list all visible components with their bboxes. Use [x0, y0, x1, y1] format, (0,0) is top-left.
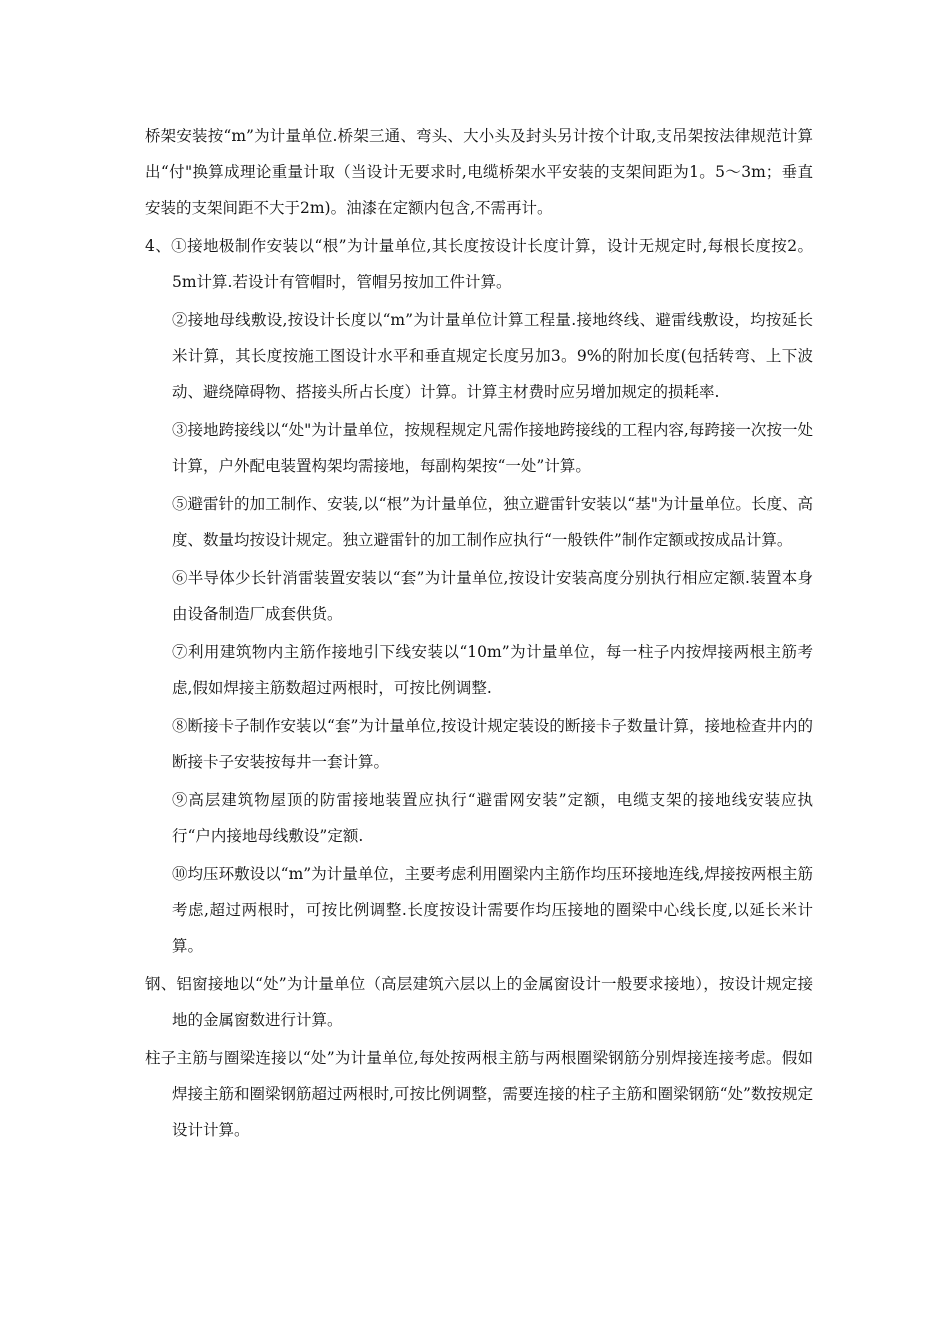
- paragraph-lightning-rod: ⑤避雷针的加工制作、安装,以“根”为计量单位，独立避雷针安装以“基"为计量单位。长度、高度、数量均按设计规定。独立避雷针的加工制作应执行“一般铁件”制作定额或按成品计算。: [172, 495, 813, 549]
- paragraph-window-grounding: 钢、铝窗接地以“处”为计量单位（高层建筑六层以上的金属窗设计一般要求接地），按设计规定接地的金属窗数进行计算。: [145, 975, 813, 1029]
- paragraph-roof-lightning-protection: ⑨高层建筑物屋顶的防雷接地装置应执行“避雷网安装”定额，电缆支架的接地线安装应执行“户内接地母线敷设”定额.: [172, 791, 813, 845]
- paragraph-semiconductor-device: ⑥半导体少长针消雷装置安装以“套”为计量单位,按设计安装高度分别执行相应定额.装置本身由设备制造厂成套供货。: [172, 569, 813, 623]
- paragraph-down-conductor: ⑦利用建筑物内主筋作接地引下线安装以“10m”为计量单位，每一柱子内按焊接两根主筋考虑,假如焊接主筋数超过两根时，可按比例调整.: [172, 643, 813, 697]
- paragraph-column-rebar-connection: 柱子主筋与圈梁连接以“处”为计量单位,每处按两根主筋与两根圈梁钢筋分别焊接连接考虑。假如焊接主筋和圈梁钢筋超过两根时,可按比例调整，需要连接的柱子主筋和圈梁钢筋“处”数按规定设计计算。: [145, 1049, 813, 1139]
- paragraph-cable-tray: 桥架安装按“m”为计量单位.桥架三通、弯头、大小头及封头另计按个计取,支吊架按法律规范计算出“付"换算成理论重量计取（当设计无要求时,电缆桥架水平安装的支架间距为1。5～3m；垂直安装的支架间距不大于2m)。油漆在定额内包含,不需再计。: [145, 127, 813, 217]
- paragraph-item-4-grounding-electrode: 4、①接地极制作安装以“根”为计量单位,其长度按设计长度计算，设计无规定时,每根长度按2。5m计算.若设计有管帽时，管帽另按加工件计算。: [145, 237, 813, 291]
- paragraph-jumper-wire: ③接地跨接线以“处"为计量单位，按规程规定凡需作接地跨接线的工程内容,每跨接一次按一处计算，户外配电装置构架均需接地，每副构架按“一处”计算。: [172, 421, 813, 475]
- paragraph-equalizing-ring: ⑩均压环敷设以“m”为计量单位，主要考虑利用圈梁内主筋作均压环接地连线,焊接按两根主筋考虑,超过两根时，可按比例调整.长度按设计需要作均压接地的圈梁中心线长度,以延长米计算。: [172, 865, 813, 955]
- paragraph-disconnect-clip: ⑧断接卡子制作安装以“套”为计量单位,按设计规定装设的断接卡子数量计算，接地检查井内的断接卡子安装按每井一套计算。: [172, 717, 813, 771]
- document-body: [145, 118, 813, 1148]
- paragraph-grounding-busbar: ②接地母线敷设,按设计长度以“m”为计量单位计算工程量.接地终线、避雷线敷设，均按延长米计算，其长度按施工图设计水平和垂直规定长度另加3。9%的附加长度(包括转弯、上下波动、避绕障碍物、搭接头所占长度）计算。计算主材费时应另增加规定的损耗率.: [172, 311, 813, 401]
